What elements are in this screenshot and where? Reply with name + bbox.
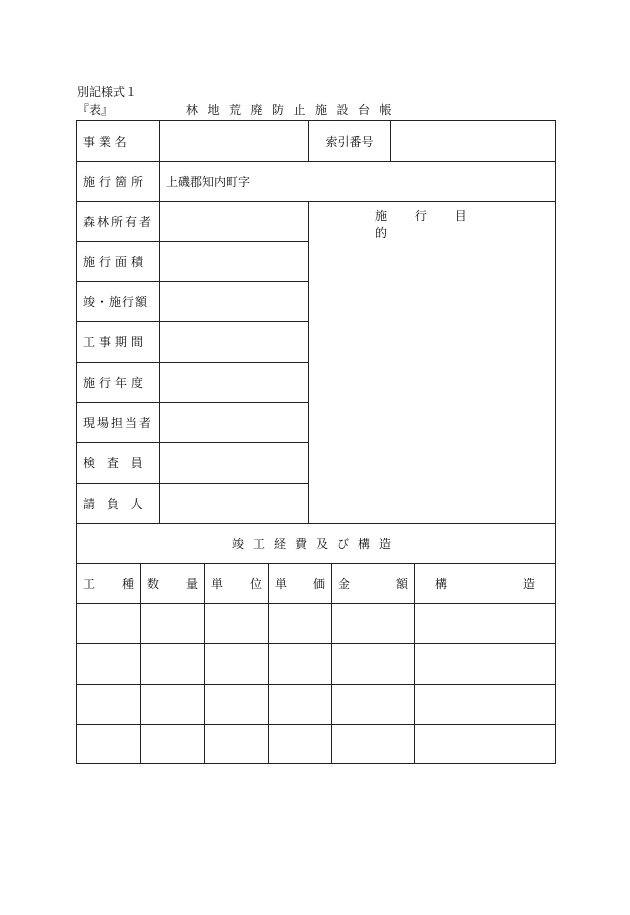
cost-header-unit: 単 位 [211,576,262,591]
cost-row[interactable] [77,684,555,724]
location-value[interactable]: 上磯郡知内町字 [166,174,251,189]
construction-cost-field[interactable] [160,281,308,321]
site-manager-label: 現場担当者 [83,415,154,430]
doc-label: 別記様式１ [77,85,138,99]
cost-header-amount: 金 額 [338,576,408,591]
ledger-form [76,120,556,764]
cost-section-title: 竣工経費及び構造 [231,536,400,551]
construction-period-label: 工事期間 [83,335,148,349]
cost-header-type: 工 種 [83,576,134,591]
index-number-label: 索引番号 [325,134,374,149]
cost-row[interactable] [77,603,555,643]
cost-header-unit-price: 単 価 [275,576,325,591]
inspector-field[interactable] [160,442,308,483]
cost-header-quantity: 数 量 [147,576,198,591]
forest-owner-field[interactable] [160,201,308,241]
project-name-label: 事 業 名 [83,134,127,149]
site-manager-field[interactable] [160,402,308,442]
location-label: 施行箇所 [83,174,148,189]
cost-row[interactable] [77,643,555,684]
project-name-field[interactable] [160,121,308,161]
construction-cost-label: 竣・施行額 [83,294,149,309]
contractor-label: 請 負 人 [83,496,147,511]
inspector-label: 検 査 員 [83,456,147,470]
cost-row[interactable] [77,724,555,763]
cost-header-structure: 構 造 [435,576,535,591]
contractor-field[interactable] [160,483,308,523]
construction-period-field[interactable] [160,321,308,362]
forest-owner-label: 森林所有者 [83,214,154,229]
doc-title: 林地荒廃防止施設台帳 [186,103,402,117]
purpose-field[interactable] [309,241,555,523]
construction-area-label: 施行面積 [83,254,148,269]
table-label: 『表』 [77,103,114,117]
index-number-field[interactable] [391,121,555,161]
construction-year-label: 施行年度 [83,375,148,390]
purpose-label: 施 行 目 的 [375,209,479,240]
construction-area-field[interactable] [160,241,308,281]
construction-year-field[interactable] [160,362,308,402]
